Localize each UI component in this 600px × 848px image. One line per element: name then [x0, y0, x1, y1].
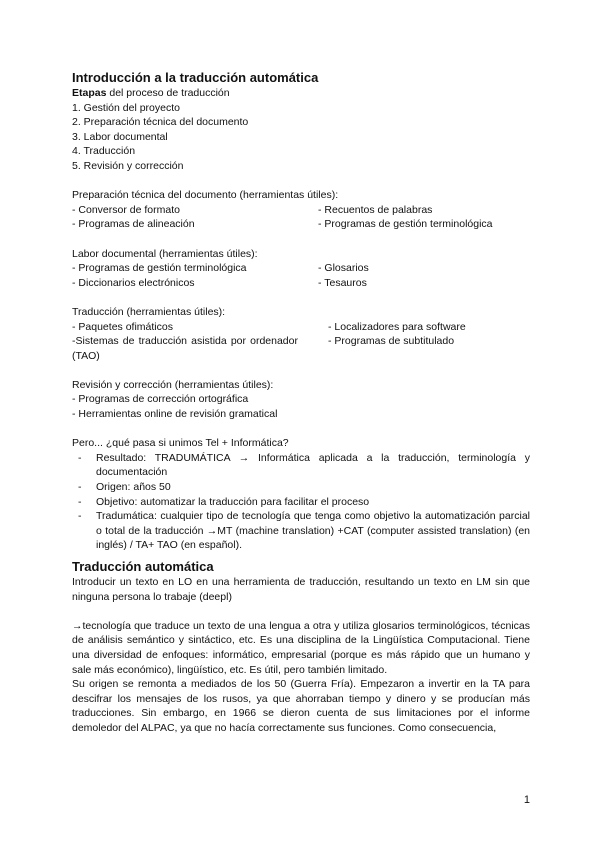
dash-marker: -	[78, 495, 82, 508]
tradumatica-list	[72, 451, 530, 553]
trad-tool: - Localizadores para software	[328, 320, 466, 333]
pero-question: Pero... ¿qué pasa si unimos Tel + Informática?	[72, 437, 289, 450]
labor-tool: - Diccionarios electrónicos	[72, 276, 195, 289]
dash-marker: -	[78, 510, 82, 523]
prep-tool: - Programas de alineación	[72, 218, 195, 231]
trad-row	[72, 320, 530, 335]
paragraph: →tecnología que traduce un texto de una lengua a otra y utiliza glosarios terminológicos, técnicas de análisis semántico y sintáctico, etc. Es una disciplina de la Lingüística Computacional. Tiene una diversidad de enfoques: informático, empresarial (porque es más rápido que un humano y sale más económico), lingüístico, etc. Es útil, pero también limitado.	[72, 619, 530, 676]
step-item: 3. Labor documental	[72, 130, 168, 143]
prep-tool: - Programas de gestión terminológica	[318, 218, 493, 231]
trad-tool: -Sistemas de traducción asistida por ordenador (TAO)	[72, 335, 298, 362]
list-item	[72, 451, 530, 480]
trad-tool: - Paquetes ofimáticos	[72, 320, 173, 333]
rev-tool: - Programas de corrección ortográfica	[72, 393, 249, 406]
list-item	[72, 509, 530, 553]
list-item	[72, 495, 530, 510]
prep-tool: - Conversor de formato	[72, 203, 180, 216]
labor-tool: - Glosarios	[318, 262, 369, 275]
page-number: 1	[523, 794, 530, 806]
dash-marker: -	[78, 481, 82, 494]
step-item: 5. Revisión y corrección	[72, 159, 184, 172]
etapas-line	[72, 86, 530, 101]
document-page	[72, 70, 530, 736]
list-item-text: Resultado: TRADUMÁTICA → Informática aplicada a la traducción, terminología y documentación	[96, 451, 530, 479]
rev-heading: Revisión y corrección (herramientas útiles):	[72, 378, 274, 391]
etapas-bold: Etapas	[72, 87, 107, 99]
step-item: 1. Gestión del proyecto	[72, 101, 180, 114]
prep-tool: - Recuentos de palabras	[318, 203, 433, 216]
list-item-text: Tradumática: cualquier tipo de tecnología que tenga como objetivo la automatización parcial o total de la traducción →MT (machine translation) +CAT (computer assisted translation) (en inglés) / TA+ TAO (en español).	[96, 510, 530, 552]
dash-marker: -	[78, 451, 82, 464]
step-item: 4. Traducción	[72, 145, 136, 158]
list-item-text: Objetivo: automatizar la traducción para facilitar el proceso	[96, 495, 370, 508]
trad-tool: - Programas de subtitulado	[328, 335, 455, 348]
labor-tool: - Tesauros	[318, 276, 367, 289]
section-title: Traducción automática	[72, 559, 214, 574]
step-item: 2. Preparación técnica del documento	[72, 116, 249, 129]
prep-heading: Preparación técnica del documento (herramientas útiles):	[72, 189, 339, 202]
labor-row	[72, 276, 530, 291]
paragraph: Su origen se remonta a mediados de los 50 (Guerra Fría). Empezaron a invertir en la TA para descifrar los mensajes de los rusos, ya que ahorraban tiempo y dinero y se producían más traducciones. Sin embargo, en 1966 se dieron cuenta de sus limitaciones por el informe demoledor del ALPAC, ya que no hacía correctamente sus funciones. Como consecuencia,	[72, 678, 530, 734]
trad-heading: Traducción (herramientas útiles):	[72, 305, 226, 318]
list-item-text: Origen: años 50	[96, 481, 171, 494]
rev-tool: - Herramientas online de revisión gramatical	[72, 408, 278, 421]
list-item	[72, 480, 530, 495]
prep-row	[72, 217, 530, 232]
page-title: Introducción a la traducción automática	[72, 70, 319, 85]
prep-row	[72, 203, 530, 218]
paragraph: Introducir un texto en LO en una herramienta de traducción, resultando un texto en LM sin que ninguna persona lo trabaje (deepl)	[72, 576, 530, 603]
trad-row	[72, 334, 530, 363]
labor-tool: - Programas de gestión terminológica	[72, 262, 247, 275]
etapas-rest: del proceso de traducción	[106, 87, 230, 99]
labor-row	[72, 261, 530, 276]
labor-heading: Labor documental (herramientas útiles):	[72, 247, 258, 260]
